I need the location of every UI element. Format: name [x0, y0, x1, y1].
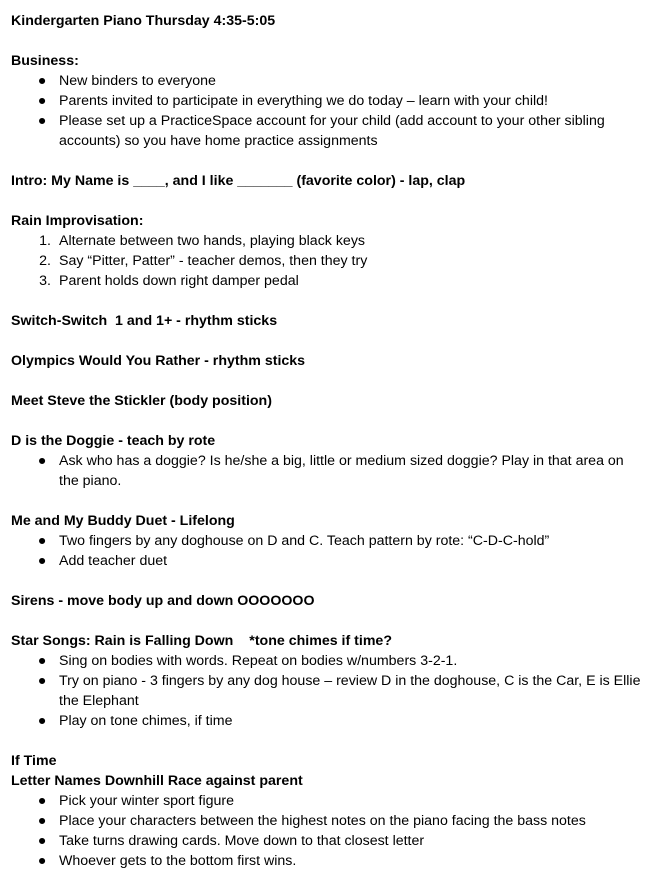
list-item: 3. Parent holds down right damper pedal — [11, 271, 643, 291]
list-item: ● Add teacher duet — [11, 551, 643, 571]
section-meet-steve — [11, 391, 643, 411]
section-heading: D is the Doggie - teach by rote — [11, 433, 216, 449]
bullet-icon: ● — [37, 853, 47, 869]
bullet-list — [11, 791, 643, 871]
bullet-icon: ● — [37, 813, 47, 829]
section-star-songs — [11, 631, 643, 731]
numbered-list — [11, 231, 643, 291]
section-buddy-duet — [11, 511, 643, 571]
section-if-time — [11, 751, 643, 871]
bullet-icon: ● — [37, 553, 47, 569]
section-heading: Business: — [11, 53, 79, 69]
bullet-icon: ● — [37, 713, 47, 729]
section-intro — [11, 171, 643, 191]
list-number: 3. — [39, 273, 51, 289]
list-item: ● Pick your winter sport figure — [11, 791, 643, 811]
document-title: Kindergarten Piano Thursday 4:35-5:05 — [11, 13, 276, 29]
section-heading: Me and My Buddy Duet - Lifelong — [11, 513, 235, 529]
list-item: ● Whoever gets to the bottom first wins. — [11, 851, 643, 871]
list-item: ● Sing on bodies with words. Repeat on bodies w/numbers 3-2-1. — [11, 651, 643, 671]
section-olympics — [11, 351, 643, 371]
bullet-icon: ● — [37, 653, 47, 669]
section-heading: Intro: My Name is ____, and I like _______ (favorite color) - lap, clap — [11, 173, 466, 189]
list-item: ● New binders to everyone — [11, 71, 643, 91]
bullet-icon: ● — [37, 113, 47, 129]
list-item: 2. Say “Pitter, Patter” - teacher demos, then they try — [11, 251, 643, 271]
list-item: ● Try on piano - 3 fingers by any dog house – review D in the doghouse, C is the Car, E is Ellie the Elephant — [11, 671, 643, 711]
section-business — [11, 51, 643, 151]
section-switch-switch — [11, 311, 643, 331]
list-item: ● Play on tone chimes, if time — [11, 711, 643, 731]
list-item: ● Place your characters between the highest notes on the piano facing the bass notes — [11, 811, 643, 831]
section-heading: If Time — [11, 753, 57, 769]
bullet-icon: ● — [37, 533, 47, 549]
bullet-icon: ● — [37, 793, 47, 809]
list-item: ● Take turns drawing cards. Move down to that closest letter — [11, 831, 643, 851]
section-d-doggie — [11, 431, 643, 491]
bullet-list — [11, 531, 643, 571]
bullet-icon: ● — [37, 73, 47, 89]
bullet-icon: ● — [37, 673, 47, 689]
bullet-icon: ● — [37, 833, 47, 849]
list-item: ● Ask who has a doggie? Is he/she a big, little or medium sized doggie? Play in that area on the piano. — [11, 451, 643, 491]
section-heading: Sirens - move body up and down OOOOOOO — [11, 593, 315, 609]
section-heading: Rain Improvisation: — [11, 213, 144, 229]
section-heading: Star Songs: Rain is Falling Down *tone chimes if time? — [11, 633, 392, 649]
section-heading: Olympics Would You Rather - rhythm sticks — [11, 353, 306, 369]
bullet-list — [11, 651, 643, 731]
section-sirens — [11, 591, 643, 611]
bullet-icon: ● — [37, 93, 47, 109]
list-number: 1. — [39, 233, 51, 249]
section-subheading: Letter Names Downhill Race against parent — [11, 773, 303, 789]
bullet-icon: ● — [37, 453, 47, 469]
list-item: ● Parents invited to participate in everything we do today – learn with your child! — [11, 91, 643, 111]
section-rain-improvisation — [11, 211, 643, 291]
heading-note: *tone chimes if time? — [249, 633, 392, 649]
section-heading: Meet Steve the Stickler (body position) — [11, 393, 272, 409]
bullet-list — [11, 451, 643, 491]
list-item: ● Please set up a PracticeSpace account for your child (add account to your other sibling accounts) so you have home practice assignments — [11, 111, 643, 151]
list-item: ● Two fingers by any doghouse on D and C. Teach pattern by rote: “C-D-C-hold” — [11, 531, 643, 551]
list-number: 2. — [39, 253, 51, 269]
bullet-list — [11, 71, 643, 151]
section-heading: Switch-Switch 1 and 1+ - rhythm sticks — [11, 313, 278, 329]
list-item: 1. Alternate between two hands, playing black keys — [11, 231, 643, 251]
